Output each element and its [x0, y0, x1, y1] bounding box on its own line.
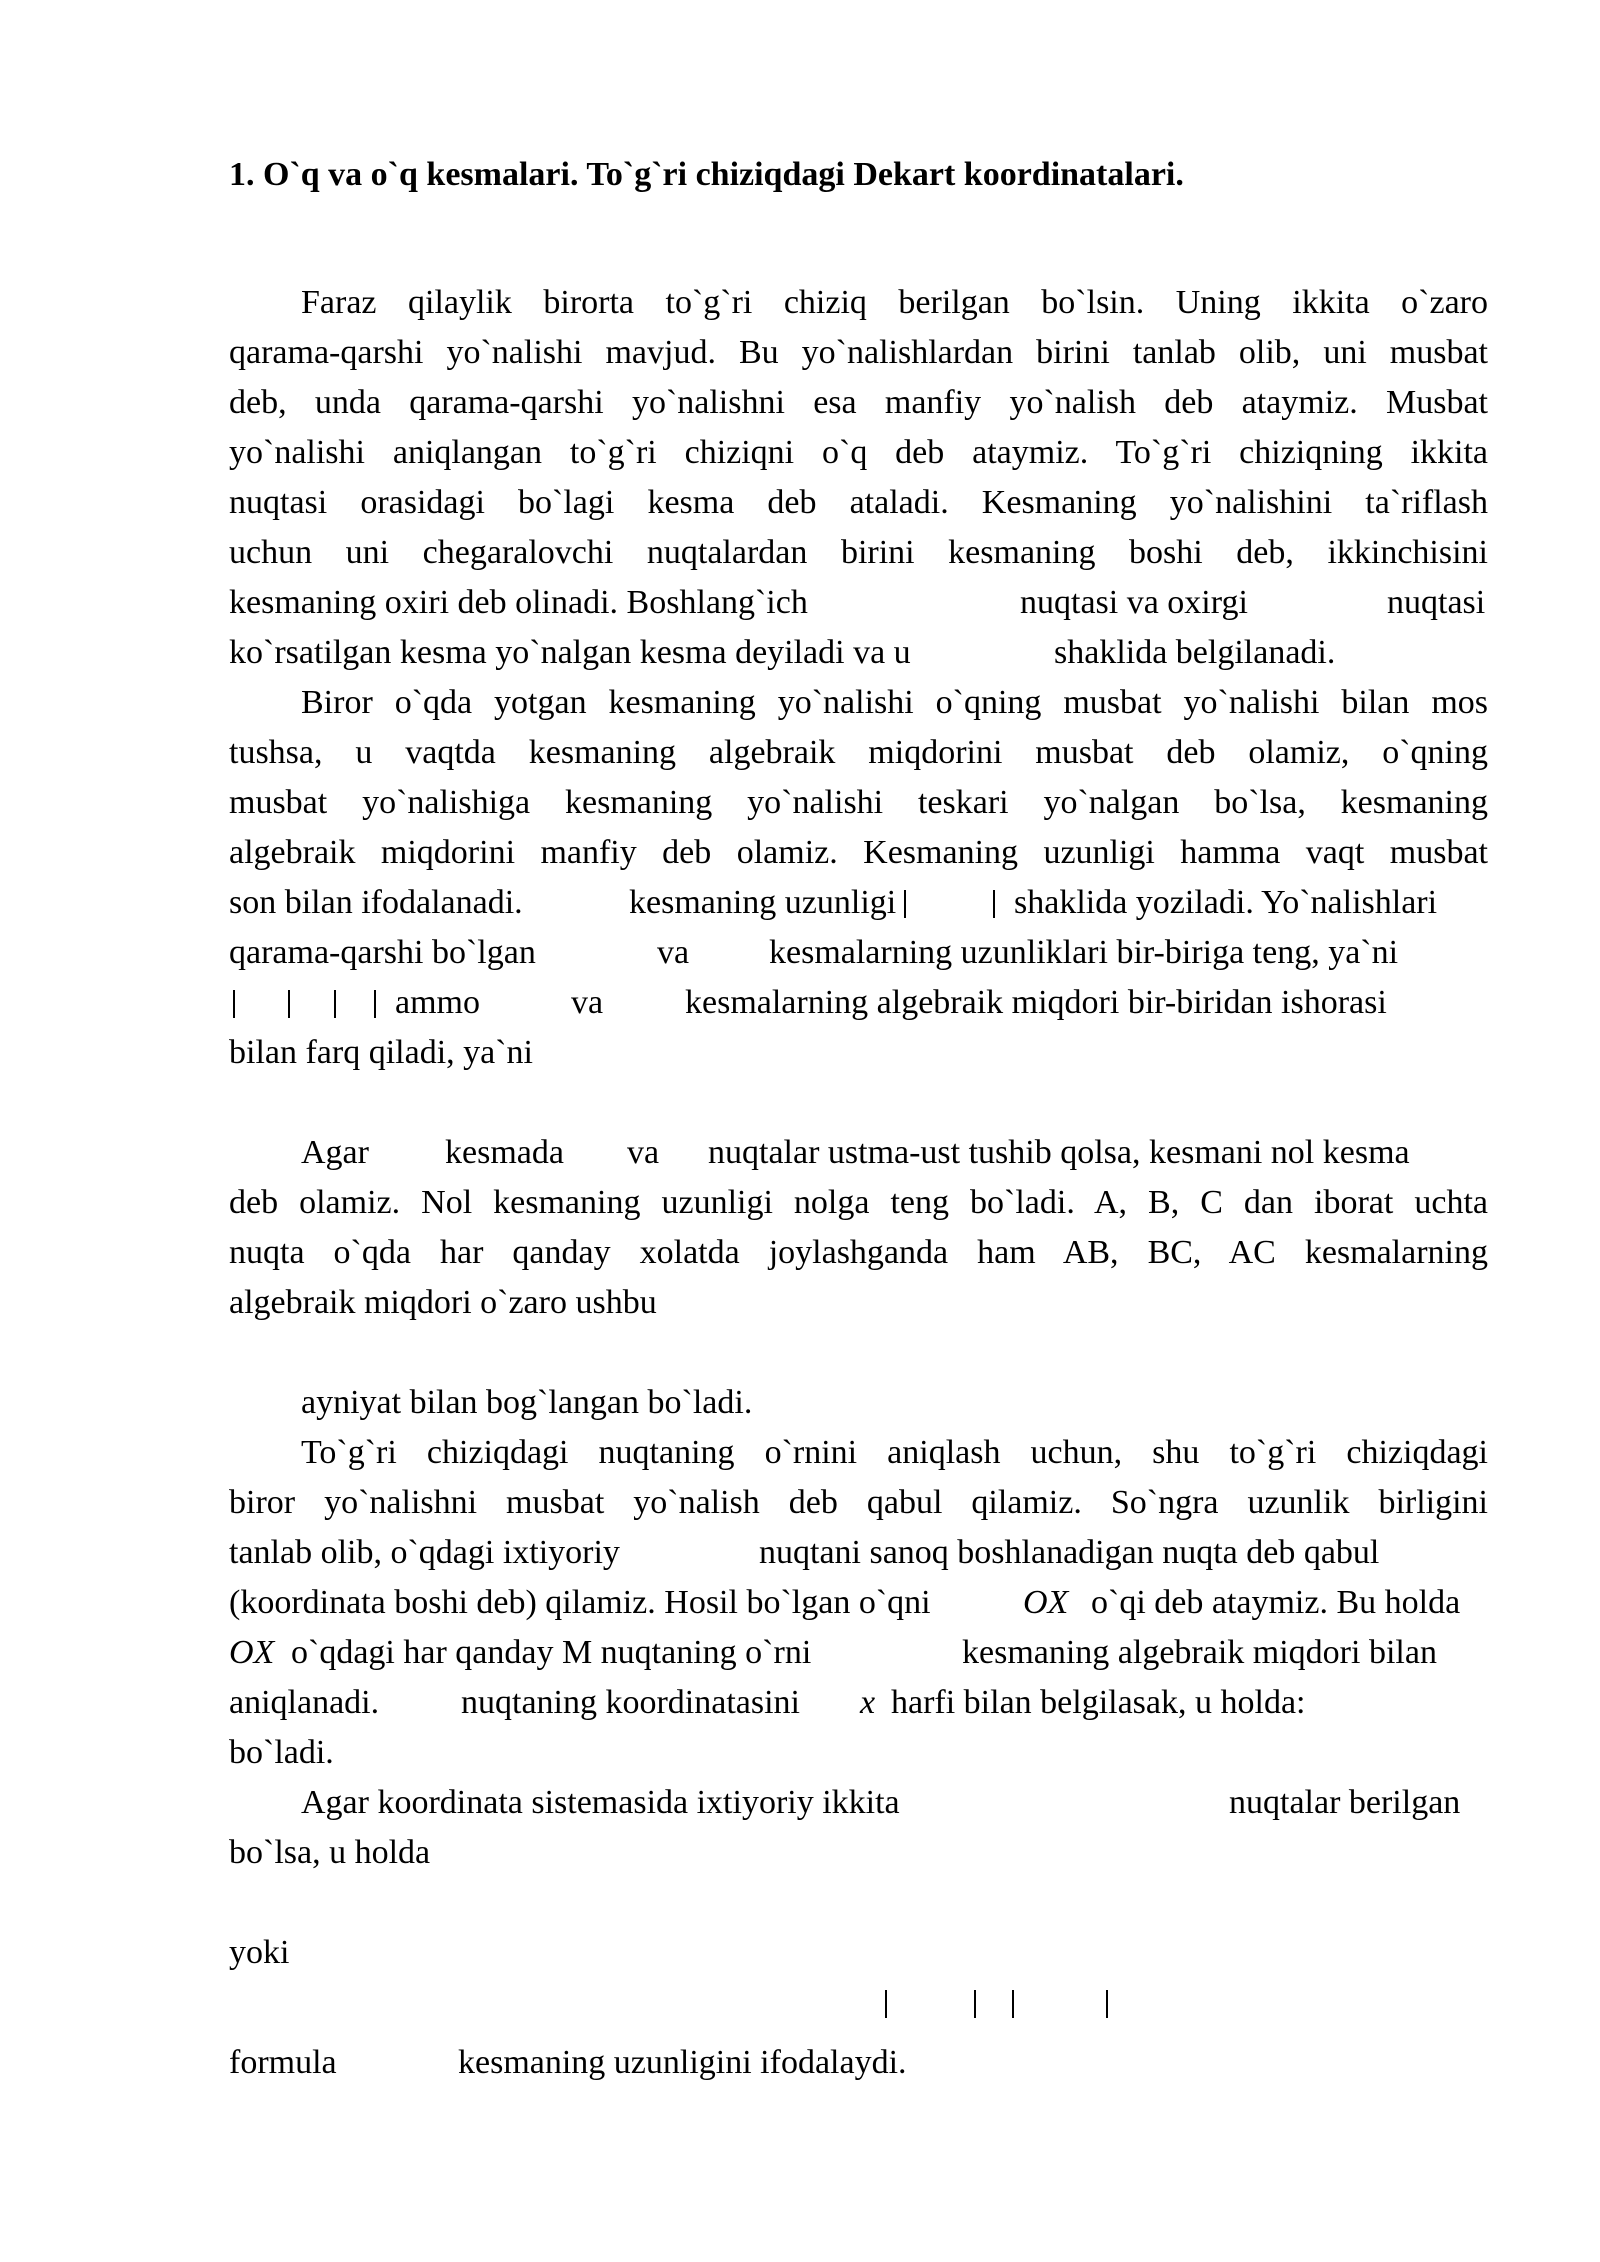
text-line-with-gaps: [229, 978, 1488, 1028]
text-segment: shaklida belgilanadi.: [1054, 634, 1336, 671]
absolute-value-bar: [233, 990, 235, 1018]
text-line: nuqtasi orasidagi bo`lagi kesma deb ataladi. Kesmaning yo`nalishini ta`riflash: [229, 484, 1488, 521]
text-segment: aniqlanadi.: [229, 1684, 380, 1721]
text-segment: Agar koordinata sistemasida ixtiyoriy ikkita: [301, 1784, 900, 1821]
section-heading: 1. O`q va o`q kesmalari. To`g`ri chiziqdagi Dekart koordinatalari.: [229, 156, 1184, 193]
absolute-value-bar: [885, 1990, 887, 2018]
text-segment: o`qi deb ataymiz. Bu holda: [1091, 1584, 1461, 1621]
text-line: To`g`ri chiziqdagi nuqtaning o`rnini aniqlash uchun, shu to`g`ri chiziqdagi: [301, 1434, 1488, 1471]
absolute-value-bar: [993, 890, 995, 918]
text-line: algebraik miqdorini manfiy deb olamiz. Kesmaning uzunligi hamma vaqt musbat: [229, 834, 1488, 871]
text-segment: nuqtalar ustma-ust tushib qolsa, kesmani nol kesma: [708, 1134, 1410, 1171]
text-line: nuqta o`qda har qanday xolatda joylashganda ham AB, BC, AC kesmalarning: [229, 1234, 1488, 1271]
text-segment: kesmaning algebraik miqdori bilan: [962, 1634, 1437, 1671]
text-line-with-gaps: [229, 628, 1488, 678]
text-line: deb, unda qarama-qarshi yo`nalishni esa manfiy yo`nalish deb ataymiz. Musbat: [229, 384, 1488, 421]
text-line: yo`nalishi aniqlangan to`g`ri chiziqni o`q deb ataymiz. To`g`ri chiziqning ikkita: [229, 434, 1488, 471]
text-line: bilan farq qiladi, ya`ni: [229, 1034, 534, 1071]
text-line: uchun uni chegaralovchi nuqtalardan birini kesmaning boshi deb, ikkinchisini: [229, 534, 1488, 571]
text-line: deb olamiz. Nol kesmaning uzunligi nolga teng bo`ladi. A, B, C dan iborat uchta: [229, 1184, 1488, 1221]
axis-label: OX: [1023, 1584, 1069, 1621]
text-segment: kesmaning oxiri deb olinadi. Boshlang`ich: [229, 584, 808, 621]
text-line: ayniyat bilan bog`langan bo`ladi.: [301, 1384, 753, 1421]
text-segment: o`qdagi har qanday M nuqtaning o`rni: [291, 1634, 812, 1671]
text-segment: va: [657, 934, 690, 971]
absolute-value-bar: [904, 890, 906, 918]
formula-bars-row: [229, 1978, 1488, 2028]
text-line: tushsa, u vaqtda kesmaning algebraik miqdorini musbat deb olamiz, o`qning: [229, 734, 1488, 771]
text-line-with-gaps: [229, 1678, 1488, 1728]
text-line-with-gaps: [229, 1778, 1488, 1828]
text-line: qarama-qarshi yo`nalishi mavjud. Bu yo`nalishlardan birini tanlab olib, uni musbat: [229, 334, 1488, 371]
text-segment: tanlab olib, o`qdagi ixtiyoriy: [229, 1534, 620, 1571]
text-segment: Agar: [301, 1134, 369, 1171]
absolute-value-bar: [334, 990, 336, 1018]
text-line-with-gaps: [229, 1128, 1488, 1178]
text-segment: shaklida yoziladi. Yo`nalishlari: [1014, 884, 1438, 921]
text-line: biror yo`nalishni musbat yo`nalish deb qabul qilamiz. So`ngra uzunlik birligini: [229, 1484, 1488, 1521]
text-segment: nuqtaning koordinatasini: [461, 1684, 801, 1721]
absolute-value-bar: [288, 990, 290, 1018]
absolute-value-bar: [1012, 1990, 1014, 2018]
text-segment: harfi bilan belgilasak, u holda:: [891, 1684, 1306, 1721]
text-segment: (koordinata boshi deb) qilamiz. Hosil bo`lgan o`qni: [229, 1584, 931, 1621]
text-segment: qarama-qarshi bo`lgan: [229, 934, 536, 971]
text-segment: kesmalarning algebraik miqdori bir-biridan ishorasi: [685, 984, 1387, 1021]
text-line: yoki: [229, 1934, 290, 1971]
text-segment: nuqtasi: [1387, 584, 1486, 621]
text-line-with-gaps: [229, 578, 1488, 628]
text-segment: va: [627, 1134, 660, 1171]
text-line-with-gaps: [229, 928, 1488, 978]
text-line: algebraik miqdori o`zaro ushbu: [229, 1284, 657, 1321]
axis-label: OX: [229, 1634, 275, 1671]
text-segment: nuqtani sanoq boshlanadigan nuqta deb qabul: [759, 1534, 1380, 1571]
text-line-with-gaps: [229, 1578, 1488, 1628]
text-line: Biror o`qda yotgan kesmaning yo`nalishi o`qning musbat yo`nalishi bilan mos: [301, 684, 1488, 721]
text-line-with-gaps: [229, 2038, 1488, 2088]
text-segment: formula: [229, 2044, 337, 2081]
text-segment: kesmalarning uzunliklari bir-biriga teng, ya`ni: [769, 934, 1399, 971]
absolute-value-bar: [974, 1990, 976, 2018]
text-segment: son bilan ifodalanadi.: [229, 884, 523, 921]
text-segment: kesmada: [445, 1134, 564, 1171]
text-segment: nuqtalar berilgan: [1229, 1784, 1461, 1821]
text-line: musbat yo`nalishiga kesmaning yo`nalishi teskari yo`nalgan bo`lsa, kesmaning: [229, 784, 1488, 821]
text-segment: kesmaning uzunligi: [629, 884, 897, 921]
text-segment: nuqtasi va oxirgi: [1020, 584, 1248, 621]
text-line-with-gaps: [229, 1528, 1488, 1578]
absolute-value-bar: [1106, 1990, 1108, 2018]
text-line-with-gaps: [229, 1628, 1488, 1678]
text-segment: va: [571, 984, 604, 1021]
text-segment: ammo: [395, 984, 480, 1021]
text-segment: kesmaning uzunligini ifodalaydi.: [458, 2044, 907, 2081]
text-line-with-gaps: [229, 878, 1488, 928]
text-segment: ko`rsatilgan kesma yo`nalgan kesma deyiladi va u: [229, 634, 911, 671]
variable-x: x: [860, 1684, 876, 1721]
text-line: bo`ladi.: [229, 1734, 334, 1771]
text-line: Faraz qilaylik birorta to`g`ri chiziq berilgan bo`lsin. Uning ikkita o`zaro: [301, 284, 1488, 321]
absolute-value-bar: [374, 990, 376, 1018]
text-line: bo`lsa, u holda: [229, 1834, 431, 1871]
